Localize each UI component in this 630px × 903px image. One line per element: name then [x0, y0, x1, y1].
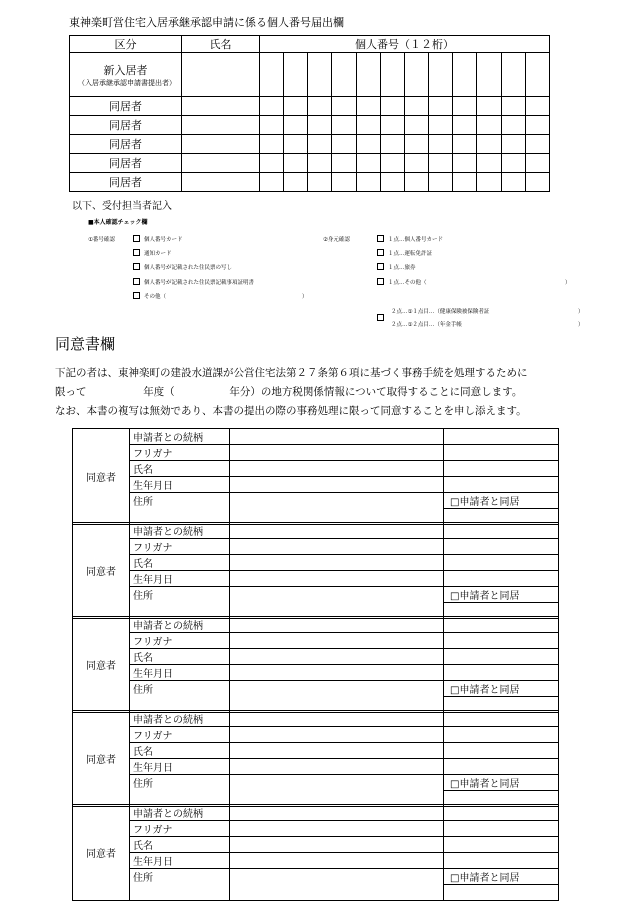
digit-cell[interactable]: [380, 116, 404, 135]
furigana-label: フリガナ: [130, 821, 230, 837]
same-residence-check[interactable]: □申請者と同居: [444, 587, 559, 603]
kubun-label: 同居者: [70, 173, 182, 192]
name-cell[interactable]: [182, 116, 260, 135]
digit-cell[interactable]: [332, 53, 356, 97]
name-label: 氏名: [130, 837, 230, 853]
digit-cell[interactable]: [477, 53, 501, 97]
consenter-label: 同意者: [73, 711, 130, 807]
field[interactable]: [230, 727, 444, 743]
digit-cell[interactable]: [308, 97, 332, 116]
digit-cell[interactable]: [525, 173, 549, 192]
digit-cell[interactable]: [453, 97, 477, 116]
identity-check-label: ②身元確認: [323, 237, 350, 243]
field[interactable]: [230, 523, 444, 539]
name-cell[interactable]: [182, 53, 260, 97]
checkbox[interactable]: [377, 235, 384, 242]
kubun-label: 同居者: [70, 135, 182, 154]
digit-cell[interactable]: [284, 53, 308, 97]
address-label: 住所: [130, 587, 230, 619]
digit-cell[interactable]: [308, 173, 332, 192]
digit-cell[interactable]: [356, 154, 380, 173]
number-check-label: ①番号確認: [88, 237, 115, 243]
digit-cell[interactable]: [308, 116, 332, 135]
relation-label: 申請者との続柄: [130, 617, 230, 633]
digit-cell[interactable]: [332, 173, 356, 192]
reception-note: 以下、受付担当者記入: [72, 201, 172, 212]
furigana-label: フリガナ: [130, 539, 230, 555]
address-field[interactable]: [230, 681, 444, 713]
digit-cell[interactable]: [356, 135, 380, 154]
digit-cell[interactable]: [260, 53, 284, 97]
field[interactable]: [230, 445, 444, 461]
checkbox[interactable]: [133, 292, 140, 299]
digit-cell[interactable]: [453, 154, 477, 173]
checkbox[interactable]: [133, 249, 140, 256]
field[interactable]: [230, 743, 444, 759]
field[interactable]: [444, 539, 559, 555]
checkbox[interactable]: [377, 263, 384, 270]
field[interactable]: [444, 759, 559, 775]
digit-cell[interactable]: [332, 97, 356, 116]
digit-cell[interactable]: [260, 154, 284, 173]
form-title: 東神楽町営住宅入居承継承認申請に係る個人番号届出欄: [69, 16, 344, 29]
birthdate-label: 生年月日: [130, 571, 230, 587]
digit-cell[interactable]: [284, 154, 308, 173]
identity-check-item[interactable]: １点…個人番号カード: [377, 235, 443, 243]
digit-cell[interactable]: [453, 116, 477, 135]
field[interactable]: [444, 477, 559, 493]
digit-cell[interactable]: [453, 135, 477, 154]
consenter-block: [72, 710, 559, 807]
kubun-label: 同居者: [70, 116, 182, 135]
birthdate-label: 生年月日: [130, 759, 230, 775]
field[interactable]: [444, 429, 559, 445]
digit-cell[interactable]: [284, 173, 308, 192]
digit-cell[interactable]: [429, 173, 453, 192]
field[interactable]: [230, 555, 444, 571]
birthdate-label: 生年月日: [130, 853, 230, 869]
field[interactable]: [230, 711, 444, 727]
digit-cell[interactable]: [380, 173, 404, 192]
header-mynumber: 個人番号（１２桁）: [260, 36, 550, 53]
identity-check-item[interactable]: １点…運転免許証: [377, 249, 432, 257]
same-residence-check[interactable]: □申請者と同居: [444, 869, 559, 885]
digit-cell[interactable]: [429, 135, 453, 154]
field[interactable]: [444, 837, 559, 853]
field[interactable]: [444, 821, 559, 837]
furigana-label: フリガナ: [130, 445, 230, 461]
same-residence-check[interactable]: □申請者と同居: [444, 775, 559, 791]
address-field[interactable]: [230, 869, 444, 901]
digit-cell[interactable]: [260, 97, 284, 116]
digit-cell[interactable]: [380, 97, 404, 116]
check-title: ■本人確認チェック欄: [88, 219, 148, 226]
field[interactable]: [444, 665, 559, 681]
field[interactable]: [230, 477, 444, 493]
digit-cell[interactable]: [501, 135, 525, 154]
digit-cell[interactable]: [308, 53, 332, 97]
identity-check-item[interactable]: １点…その他（: [377, 278, 427, 286]
field[interactable]: [230, 539, 444, 555]
field[interactable]: [230, 853, 444, 869]
digit-cell[interactable]: [429, 154, 453, 173]
field[interactable]: [444, 853, 559, 869]
field[interactable]: [444, 711, 559, 727]
digit-cell[interactable]: [260, 135, 284, 154]
field[interactable]: [230, 805, 444, 821]
field[interactable]: [444, 617, 559, 633]
digit-cell[interactable]: [525, 154, 549, 173]
digit-cell[interactable]: [501, 53, 525, 97]
consenter-block: [72, 804, 559, 901]
relation-label: 申請者との続柄: [130, 805, 230, 821]
digit-cell[interactable]: [356, 53, 380, 97]
digit-cell[interactable]: [404, 116, 428, 135]
digit-cell[interactable]: [453, 53, 477, 97]
furigana-label: フリガナ: [130, 633, 230, 649]
digit-cell[interactable]: [453, 173, 477, 192]
digit-cell[interactable]: [404, 135, 428, 154]
two-point-close-1: ）: [578, 309, 584, 315]
header-kubun: 区分: [70, 36, 182, 53]
digit-cell[interactable]: [525, 135, 549, 154]
address-label: 住所: [130, 869, 230, 901]
relation-label: 申請者との続柄: [130, 429, 230, 445]
name-label: 氏名: [130, 649, 230, 665]
birthdate-label: 生年月日: [130, 477, 230, 493]
digit-cell[interactable]: [356, 116, 380, 135]
digit-cell[interactable]: [501, 173, 525, 192]
digit-cell[interactable]: [404, 154, 428, 173]
digit-cell[interactable]: [404, 173, 428, 192]
digit-cell[interactable]: [477, 116, 501, 135]
digit-cell[interactable]: [429, 97, 453, 116]
field[interactable]: [444, 445, 559, 461]
relation-label: 申請者との続柄: [130, 523, 230, 539]
digit-cell[interactable]: [284, 135, 308, 154]
number-check-item[interactable]: 個人番号が記載された住民票の写し: [133, 263, 232, 271]
identity-other-close: ）: [565, 280, 571, 286]
field[interactable]: [444, 649, 559, 665]
relation-label: 申請者との続柄: [130, 711, 230, 727]
name-cell[interactable]: [182, 135, 260, 154]
field[interactable]: [230, 837, 444, 853]
digit-cell[interactable]: [525, 53, 549, 97]
digit-cell[interactable]: [429, 116, 453, 135]
name-cell[interactable]: [182, 154, 260, 173]
checkbox[interactable]: [133, 235, 140, 242]
address-label: 住所: [130, 775, 230, 807]
consent-line-3: なお、本書の複写は無効であり、本書の提出の際の事務処理に限って同意することを申し添えます。: [55, 405, 527, 417]
digit-cell[interactable]: [525, 116, 549, 135]
field[interactable]: [444, 885, 559, 901]
two-point-checkbox[interactable]: [377, 314, 384, 321]
checkbox[interactable]: [133, 263, 140, 270]
consenter-label: 同意者: [73, 617, 130, 713]
checkbox[interactable]: [377, 278, 384, 285]
field[interactable]: [230, 429, 444, 445]
same-residence-check[interactable]: □申請者と同居: [444, 681, 559, 697]
consent-heading: 同意書欄: [55, 335, 116, 353]
kubun-label: 同居者: [70, 154, 182, 173]
address-field[interactable]: [230, 493, 444, 525]
digit-cell[interactable]: [332, 154, 356, 173]
kubun-note: （入居承継承認申請書提出者）: [78, 78, 176, 87]
number-check-item[interactable]: 個人番号が記載された住民票記載事項証明書: [133, 278, 254, 286]
digit-cell[interactable]: [429, 53, 453, 97]
header-name: 氏名: [182, 36, 260, 53]
kubun-cell: [70, 53, 182, 97]
field[interactable]: [230, 633, 444, 649]
consent-line-2: 限って 年度（ 年分）の地方税関係情報について取得することに同意します。: [55, 386, 523, 398]
field[interactable]: [230, 759, 444, 775]
consenter-block: [72, 428, 559, 525]
digit-cell[interactable]: [477, 154, 501, 173]
address-field[interactable]: [230, 775, 444, 807]
digit-cell[interactable]: [477, 135, 501, 154]
two-point-item-2: ２点…①２点目…（年金手帳: [391, 322, 462, 328]
consenter-label: 同意者: [73, 523, 130, 619]
digit-cell[interactable]: [356, 97, 380, 116]
kubun-label: 同居者: [70, 97, 182, 116]
number-check-item[interactable]: 通知カード: [133, 249, 172, 257]
digit-cell[interactable]: [404, 97, 428, 116]
consenter-block: [72, 522, 559, 619]
name-cell[interactable]: [182, 97, 260, 116]
field[interactable]: [444, 571, 559, 587]
field[interactable]: [230, 649, 444, 665]
number-check-item[interactable]: その他（: [133, 292, 166, 300]
digit-cell[interactable]: [308, 154, 332, 173]
digit-cell[interactable]: [332, 135, 356, 154]
identity-check-item[interactable]: １点…旅券: [377, 263, 416, 271]
address-label: 住所: [130, 681, 230, 713]
name-label: 氏名: [130, 743, 230, 759]
field[interactable]: [230, 461, 444, 477]
digit-cell[interactable]: [380, 53, 404, 97]
field[interactable]: [444, 633, 559, 649]
digit-cell[interactable]: [477, 97, 501, 116]
furigana-label: フリガナ: [130, 727, 230, 743]
field[interactable]: [230, 571, 444, 587]
consenter-block: [72, 616, 559, 713]
digit-cell[interactable]: [260, 173, 284, 192]
digit-cell[interactable]: [501, 116, 525, 135]
digit-cell[interactable]: [332, 116, 356, 135]
digit-cell[interactable]: [380, 135, 404, 154]
consenter-label: 同意者: [73, 805, 130, 901]
consent-line-1: 下記の者は、東神楽町の建設水道課が公営住宅法第２７条第６項に基づく事務手続を処理するために: [55, 367, 528, 379]
digit-cell[interactable]: [404, 53, 428, 97]
two-point-close-2: ）: [578, 322, 584, 328]
digit-cell[interactable]: [356, 173, 380, 192]
name-cell[interactable]: [182, 173, 260, 192]
number-check-item[interactable]: 個人番号カード: [133, 235, 183, 243]
digit-cell[interactable]: [501, 154, 525, 173]
field[interactable]: [444, 805, 559, 821]
field[interactable]: [444, 461, 559, 477]
address-field[interactable]: [230, 587, 444, 619]
digit-cell[interactable]: [260, 116, 284, 135]
digit-cell[interactable]: [525, 97, 549, 116]
name-label: 氏名: [130, 555, 230, 571]
name-label: 氏名: [130, 461, 230, 477]
same-residence-check[interactable]: □申請者と同居: [444, 493, 559, 509]
digit-cell[interactable]: [380, 154, 404, 173]
field[interactable]: [444, 743, 559, 759]
field[interactable]: [444, 555, 559, 571]
number-other-close: ）: [302, 294, 308, 300]
field[interactable]: [230, 665, 444, 681]
address-label: 住所: [130, 493, 230, 525]
checkbox[interactable]: [133, 278, 140, 285]
kubun-label: 新入居者: [103, 63, 148, 77]
digit-cell[interactable]: [284, 116, 308, 135]
digit-cell[interactable]: [284, 97, 308, 116]
field[interactable]: [230, 617, 444, 633]
digit-cell[interactable]: [477, 173, 501, 192]
digit-cell[interactable]: [501, 97, 525, 116]
two-point-item-1: ２点…①１点目…（健康保険被保険者証: [391, 309, 490, 315]
field[interactable]: [444, 523, 559, 539]
birthdate-label: 生年月日: [130, 665, 230, 681]
consenter-label: 同意者: [73, 429, 130, 525]
field[interactable]: [444, 727, 559, 743]
field[interactable]: [230, 821, 444, 837]
checkbox[interactable]: [377, 249, 384, 256]
mynumber-table: [69, 35, 550, 192]
digit-cell[interactable]: [308, 135, 332, 154]
